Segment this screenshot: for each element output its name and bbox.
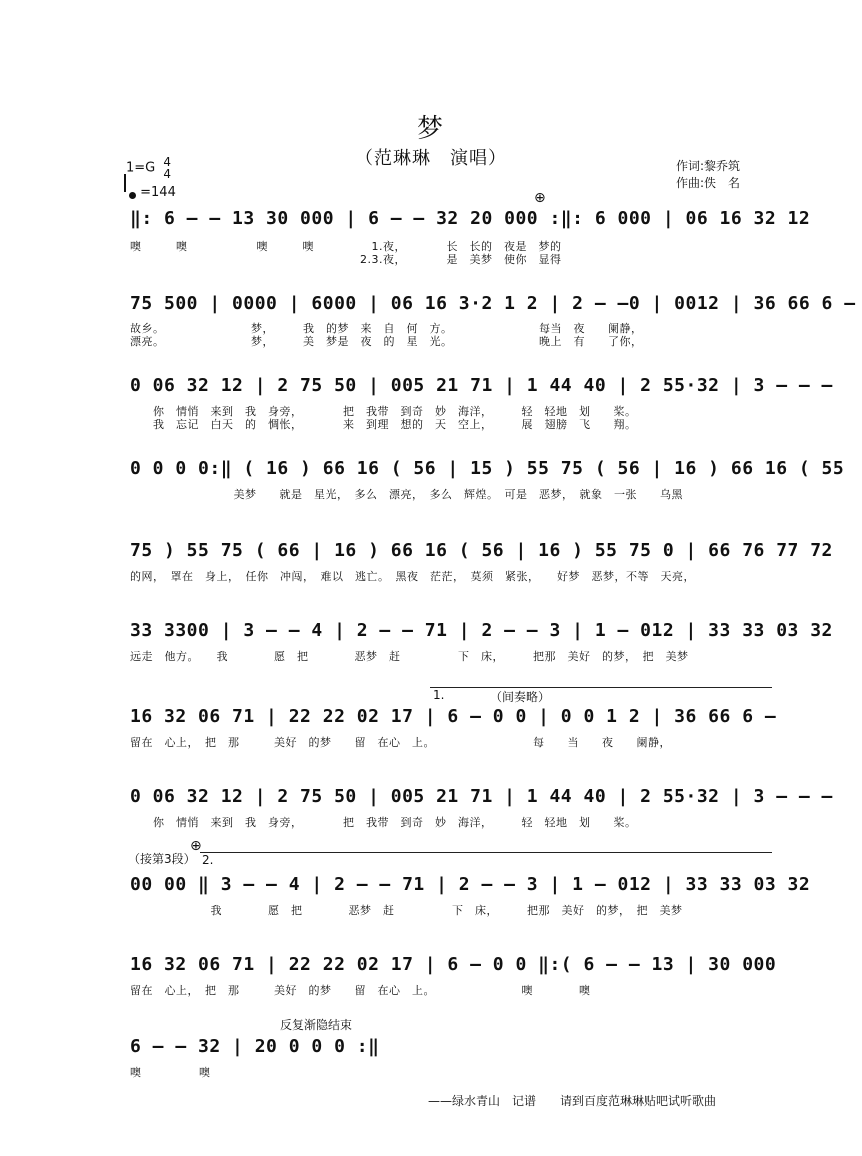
volta-1-label: 1. xyxy=(433,688,445,702)
page-title: 梦 xyxy=(416,114,445,144)
system-1 xyxy=(0,208,862,288)
jump-instruction: （接第3段） xyxy=(128,852,196,866)
fade-instruction: 反复渐隐结束 xyxy=(280,1018,353,1032)
singer-credit: （范琳琳 演唱） xyxy=(355,148,507,169)
composer: 作曲:佚 名 xyxy=(676,176,741,190)
time-bottom: 4 xyxy=(163,167,172,181)
lyricist: 作词:黎乔筑 xyxy=(676,159,741,173)
lyrics-line-1: 美梦 就是 星光， 多么 漂亮， 多么 辉煌。 可是 恶梦， 就象 一张 乌黑 xyxy=(130,488,683,501)
system-6 xyxy=(0,620,862,700)
notes-line: 0 0 0 0:‖ ( 16 ) 66 16 ( 56 | 15 ) 55 75 ( 56 | 16 ) 66 16 ( 55 xyxy=(130,458,845,479)
notes-line: 16 32 06 71 | 22 22 02 17 | 6 — 0 0 ‖:( 6 — — 13 | 30 000 xyxy=(130,954,777,975)
segno-icon: ⊕ xyxy=(190,838,202,854)
lyrics-line-1: 故乡。 梦， 我 的梦 来 自 何 方。 每当 夜 阑静， xyxy=(130,322,643,335)
system-4 xyxy=(0,458,862,538)
volta-2-label: 2. xyxy=(202,853,214,867)
tempo-value: =144 xyxy=(140,185,176,200)
lyrics-line-1: 留在 心上， 把 那 美好 的梦 留 在心 上。 每 当 夜 阑静， xyxy=(130,736,671,749)
notes-line: 00 00 ‖ 3 — — 4 | 2 — — 71 | 2 — — 3 | 1 — 012 | 33 33 03 32 xyxy=(130,874,811,895)
segno-icon: ⊕ xyxy=(534,190,546,206)
system-2 xyxy=(0,293,862,373)
system-7 xyxy=(0,706,862,786)
footer-note: ——绿水青山 记谱 请到百度范琳琳贴吧试听歌曲 xyxy=(428,1094,717,1108)
notes-line: 6 — — 32 | 20 0 0 0 :‖ xyxy=(130,1036,380,1057)
system-5 xyxy=(0,540,862,620)
notes-line: ‖: 6 — — 13 30 000 | 6 — — 32 20 000 :‖: 6 000 | 06 16 32 12 xyxy=(130,208,811,229)
lyrics-line-1: 噢 噢 噢 噢 1.夜， 长 长的 夜是 梦的 xyxy=(130,240,562,253)
tempo-mark xyxy=(124,178,176,200)
notes-line: 33 3300 | 3 — — 4 | 2 — — 71 | 2 — — 3 | 1 — 012 | 33 33 03 32 xyxy=(130,620,833,641)
lyrics-line-1: 留在 心上， 把 那 美好 的梦 留 在心 上。 噢 噢 xyxy=(130,984,591,997)
time-top: 4 xyxy=(163,155,172,169)
quarter-note-icon xyxy=(124,185,136,200)
notes-line: 75 ) 55 75 ( 66 | 16 ) 66 16 ( 56 | 16 ) 55 75 0 | 66 76 77 72 xyxy=(130,540,833,561)
notes-line: 75 500 | 0000 | 6000 | 06 16 3·2 1 2 | 2 — —0 | 0012 | 36 66 6 — xyxy=(130,293,856,314)
system-9 xyxy=(0,874,862,954)
notes-line: 16 32 06 71 | 22 22 02 17 | 6 — 0 0 | 0 0 1 2 | 36 66 6 — xyxy=(130,706,777,727)
lyrics-line-1: 的网， 罩在 身上， 任你 冲闯， 难以 逃亡。 黑夜 茫茫， 莫须 紧张， 好梦 恶梦，不等 天亮， xyxy=(130,570,695,583)
lyrics-line-2: 漂亮。 梦， 美 梦是 夜 的 星 光。 晚上 有 了你， xyxy=(130,335,643,348)
lyrics-line-1: 噢 噢 xyxy=(130,1066,211,1079)
interlude-note: （间奏略） xyxy=(490,690,551,704)
key-signature xyxy=(126,156,171,180)
lyrics-line-1: 你 情悄 来到 我 身旁， 把 我带 到奇 妙 海洋， 轻 轻地 划 桨。 xyxy=(130,816,637,829)
lyrics-line-2: 我 忘记 白天 的 惆怅， 来 到理 想的 天 空上， 展 翅膀 飞 翔。 xyxy=(130,418,637,431)
system-10 xyxy=(0,954,862,1034)
key-label: 1=G xyxy=(126,160,156,176)
lyrics-line-2: 2.3.夜， 是 美梦 使你 显得 xyxy=(130,253,562,266)
lyrics-line-1: 我 愿 把 恶梦 赶 下 床， 把那 美好 的梦， 把 美梦 xyxy=(130,904,683,917)
lyrics-line-1: 远走 他方。 我 愿 把 恶梦 赶 下 床， 把那 美好 的梦， 把 美梦 xyxy=(130,650,689,663)
notes-line: 0 06 32 12 | 2 75 50 | 005 21 71 | 1 44 40 | 2 55·32 | 3 — — — xyxy=(130,786,833,807)
system-8 xyxy=(0,786,862,866)
lyrics-line-1: 你 情悄 来到 我 身旁， 把 我带 到奇 妙 海洋， 轻 轻地 划 桨。 xyxy=(130,405,637,418)
notes-line: 0 06 32 12 | 2 75 50 | 005 21 71 | 1 44 40 | 2 55·32 | 3 — — — xyxy=(130,375,833,396)
system-3 xyxy=(0,375,862,455)
